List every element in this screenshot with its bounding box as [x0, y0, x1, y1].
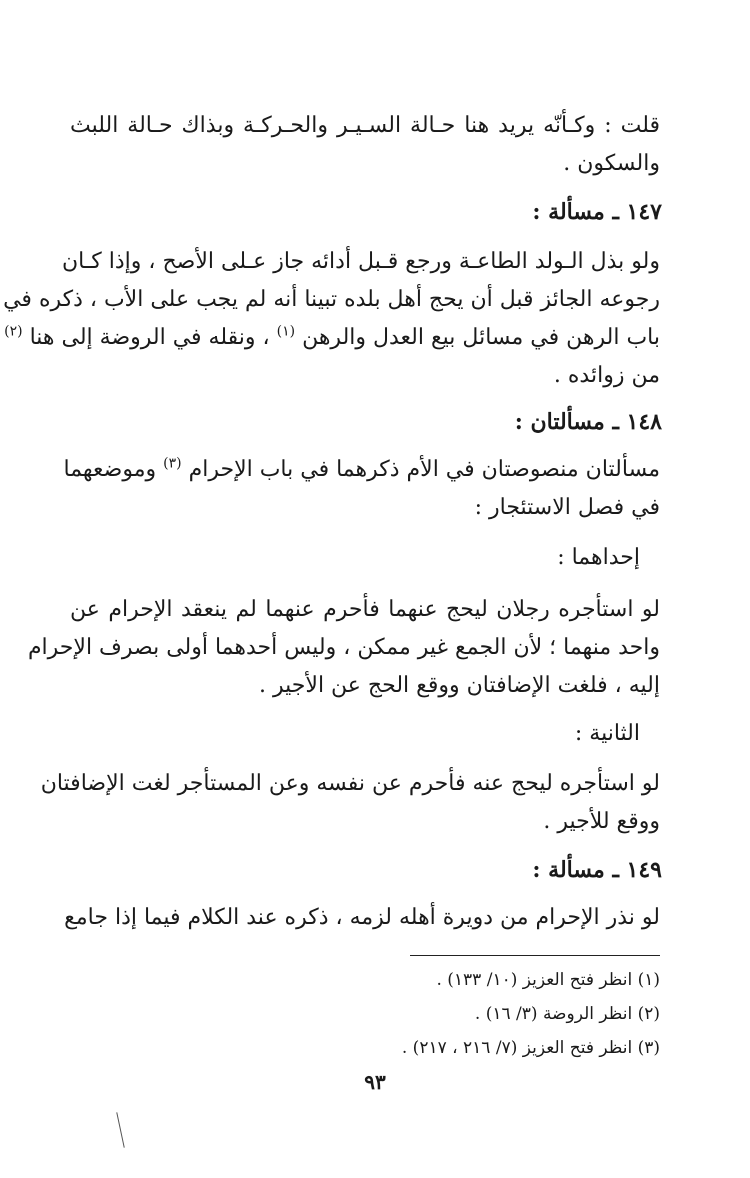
text-line: رجوعه الجائز قبل أن يحج أهل بلده تبينا أنه لم يجب على الأب ، ذكره في [3, 287, 660, 312]
footnote-ref-1: (١) [276, 323, 296, 340]
issue-heading-149: ١٤٩ ـ مسألة : [532, 857, 662, 883]
text-line: لو استأجره رجلان ليحج عنهما فأحرم عنهما لم ينعقد الإحرام عن [70, 597, 660, 622]
footnote-1: (١) انظر فتح العزيز (١٠/ ١٣٣) . [436, 970, 660, 990]
text-line: لو استأجره ليحج عنه فأحرم عن نفسه وعن المستأجر لغت الإضافتان [40, 771, 660, 796]
page-number: ٩٣ [364, 1070, 386, 1094]
text-segment: ، ونقله في الروضة إلى هنا [29, 325, 270, 350]
footnote-ref-3: (٣) [163, 455, 182, 472]
subheading-first: إحداهما : [557, 545, 640, 570]
text-line: ولو بذل الـولد الطاعـة ورجع قـبل أدائه جاز عـلى الأصح ، وإذا كـان [61, 249, 660, 274]
text-segment: وموضعهما [63, 457, 157, 482]
footnote-separator [410, 955, 660, 956]
text-line: واحد منهما ؛ لأن الجمع غير ممكن ، وليس أحدهما أولى بصرف الإحرام [27, 635, 660, 660]
text-segment: باب الرهن في مسائل بيع العدل والرهن [302, 325, 660, 350]
issue-heading-148: ١٤٨ ـ مسألتان : [514, 409, 662, 435]
text-line: من زوائده . [553, 363, 660, 388]
text-line: ووقع للأجير . [543, 809, 660, 834]
text-line: والسكون . [563, 151, 660, 176]
text-line: قلت : وكـأنّه يريد هنا حـالة السـيـر والحـركـة وبذاك حـالة اللبث [70, 113, 660, 138]
text-line: في فصل الاستئجار : [474, 495, 660, 520]
footnote-2: (٢) انظر الروضة (٣/ ١٦) . [474, 1004, 660, 1024]
text-line: إليه ، فلغت الإضافتان ووقع الحج عن الأجير . [259, 673, 660, 698]
text-line-with-ref [63, 452, 660, 488]
text-segment: مسألتان منصوصتان في الأم ذكرهما في باب الإحرام [188, 457, 660, 482]
text-line: لو نذر الإحرام من دويرة أهله لزمه ، ذكره عند الكلام فيما إذا جامع [64, 905, 660, 930]
text-line-with-refs [4, 320, 660, 356]
subheading-second: الثانية : [574, 721, 640, 746]
footnote-3: (٣) انظر فتح العزيز (٧/ ٢١٦ ، ٢١٧) . [401, 1038, 660, 1058]
footnote-ref-2: (٢) [4, 323, 23, 340]
issue-heading-147: ١٤٧ ـ مسألة : [532, 199, 662, 225]
stray-mark [116, 1112, 124, 1147]
